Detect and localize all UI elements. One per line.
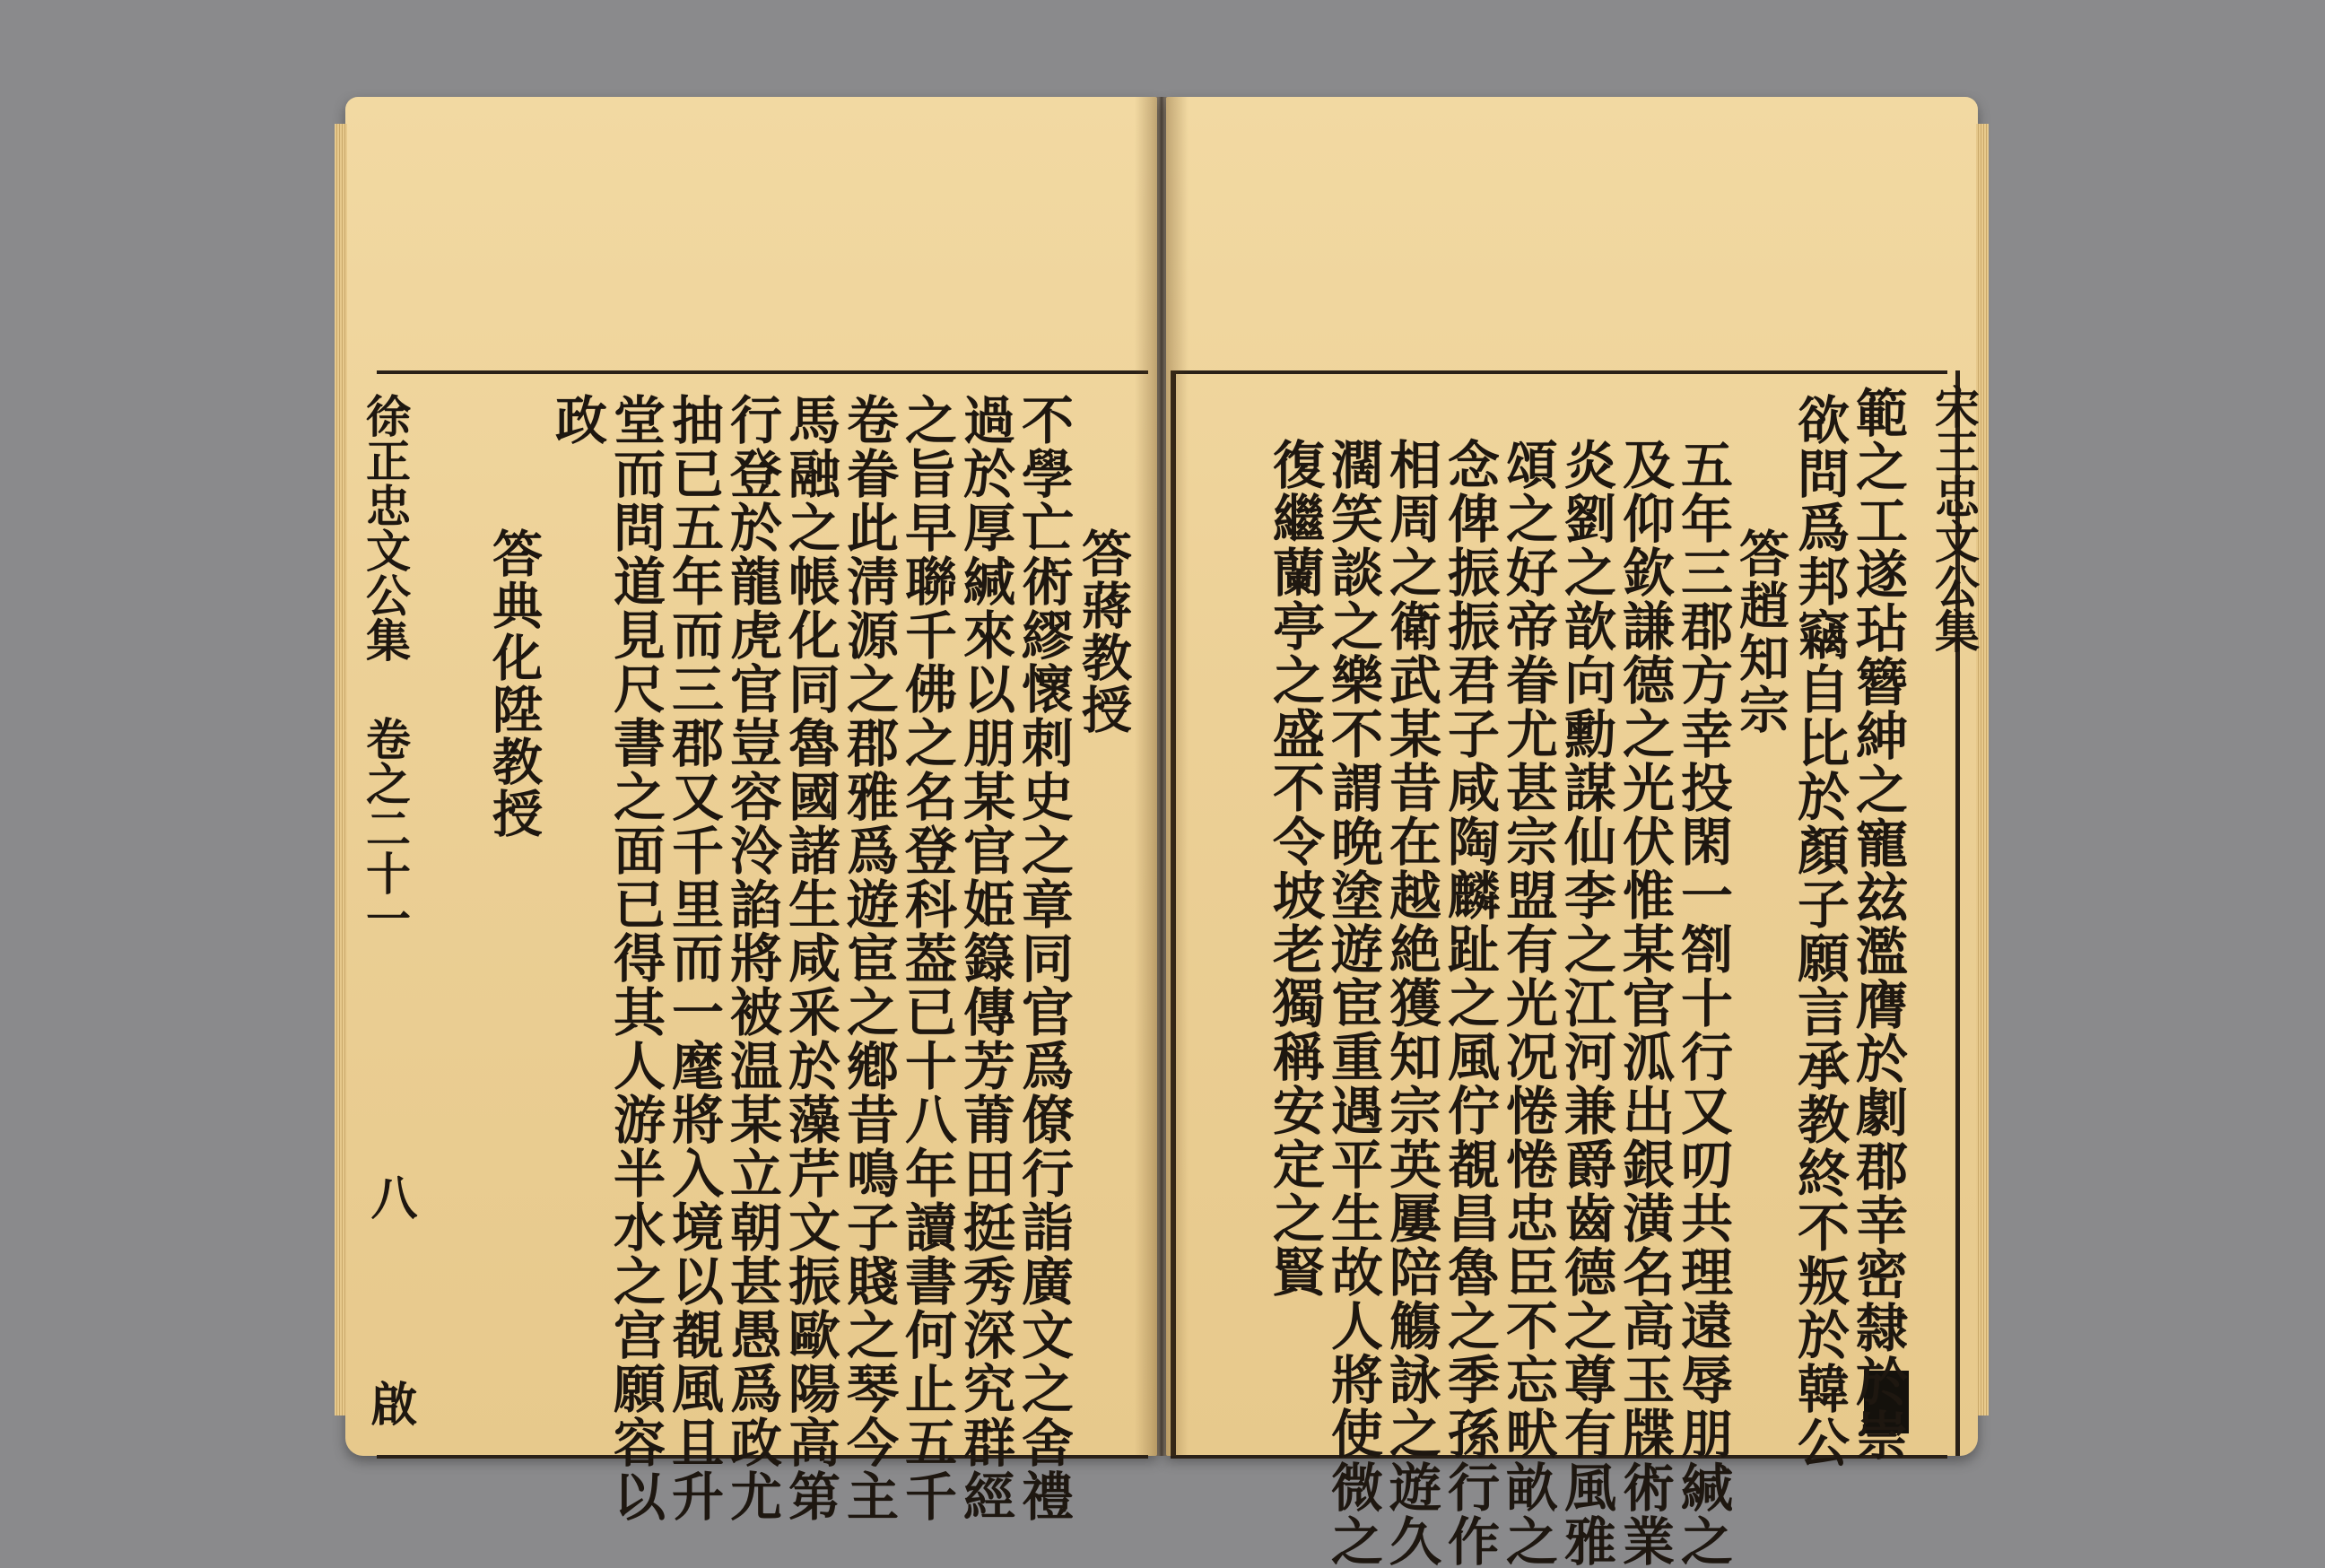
page-number: 八 <box>362 1173 417 1220</box>
text-column: 卷眷此淸源之郡雅爲遊宦之鄕昔鳴子賤之琴今主 <box>838 393 899 1523</box>
book-title-banner: 宋王忠文公集 <box>1928 384 1981 653</box>
book-title-banner: 徐正忠文公集 <box>359 393 412 662</box>
text-column: 及仰欽謙德之光伏惟某官泒出銀潢名高玉牒術業 <box>1614 438 1675 1568</box>
text-column: 不學亡術繆懷刺史之章同官爲僚行詣廣文之舍禮 <box>1013 393 1074 1523</box>
text-column: 五年三郡方幸投閑一劄十行又叨共理遠辱朋緘之 <box>1672 438 1733 1568</box>
text-column: 政 <box>546 393 607 447</box>
page-edge-left <box>335 124 347 1416</box>
text-column: 行登於龍虎官豈容泠諂將被温某立朝甚愚爲政尤 <box>721 393 782 1523</box>
text-column: 復繼蘭亭之盛不令坡老獨稱安定之賢 <box>1264 438 1325 1299</box>
open-book <box>345 97 1981 1568</box>
letter-title: 答趙知宗 <box>1731 527 1790 736</box>
text-column: 欲問爲邦竊自比於顏子願言承教終不叛於韓公 <box>1789 393 1850 1469</box>
text-column: 相周之衛武某昔在越絶獲知宗英屢陪觴詠之遊久 <box>1380 438 1441 1568</box>
text-column: 炎劉之歆向勳謀仙李之江河兼爵齒德之尊有風雅 <box>1555 438 1616 1568</box>
volume-label: 卷之二十一 <box>359 716 412 940</box>
text-column: 濶笑談之樂不謂晩塗遊宦重遇平生故人將使微之 <box>1322 438 1383 1568</box>
text-column: 之旨早聯千佛之名登科葢已十八年讀書何止五千 <box>896 393 957 1523</box>
text-column: 範之工遂玷簪紳之寵玆濫膺於劇郡幸密隸於崇 <box>1847 386 1908 1462</box>
text-column: 過於厚緘來以朋某官姫籙傳芳莆田挺秀深究群經 <box>954 393 1015 1523</box>
footer-char: 啟 <box>362 1380 417 1426</box>
letter-title: 答蔣教授 <box>1074 527 1133 736</box>
text-column: 頌之好帝眷尤甚宗盟有光况惓惓忠臣不忘畎畝之 <box>1497 438 1558 1568</box>
right-page <box>1166 97 1981 1568</box>
text-column: 抽已五年而三郡又千里而一麾將入境以覩風且升 <box>663 393 724 1523</box>
book-gutter <box>1135 97 1189 1456</box>
page-edge-right <box>1976 124 1989 1416</box>
letter-title: 答典化陞教授 <box>484 527 544 840</box>
text-column: 馬融之帳化同魯國諸生咸釆於藻芹文振歐陽高第 <box>779 393 840 1523</box>
left-page <box>345 97 1157 1523</box>
text-column: 念俾振振君子咸陶麟趾之風佇覩昌魯之季孫行作 <box>1439 438 1500 1568</box>
text-column: 堂而問道見尺書之面已得其人游半水之宫願容以 <box>605 393 666 1523</box>
